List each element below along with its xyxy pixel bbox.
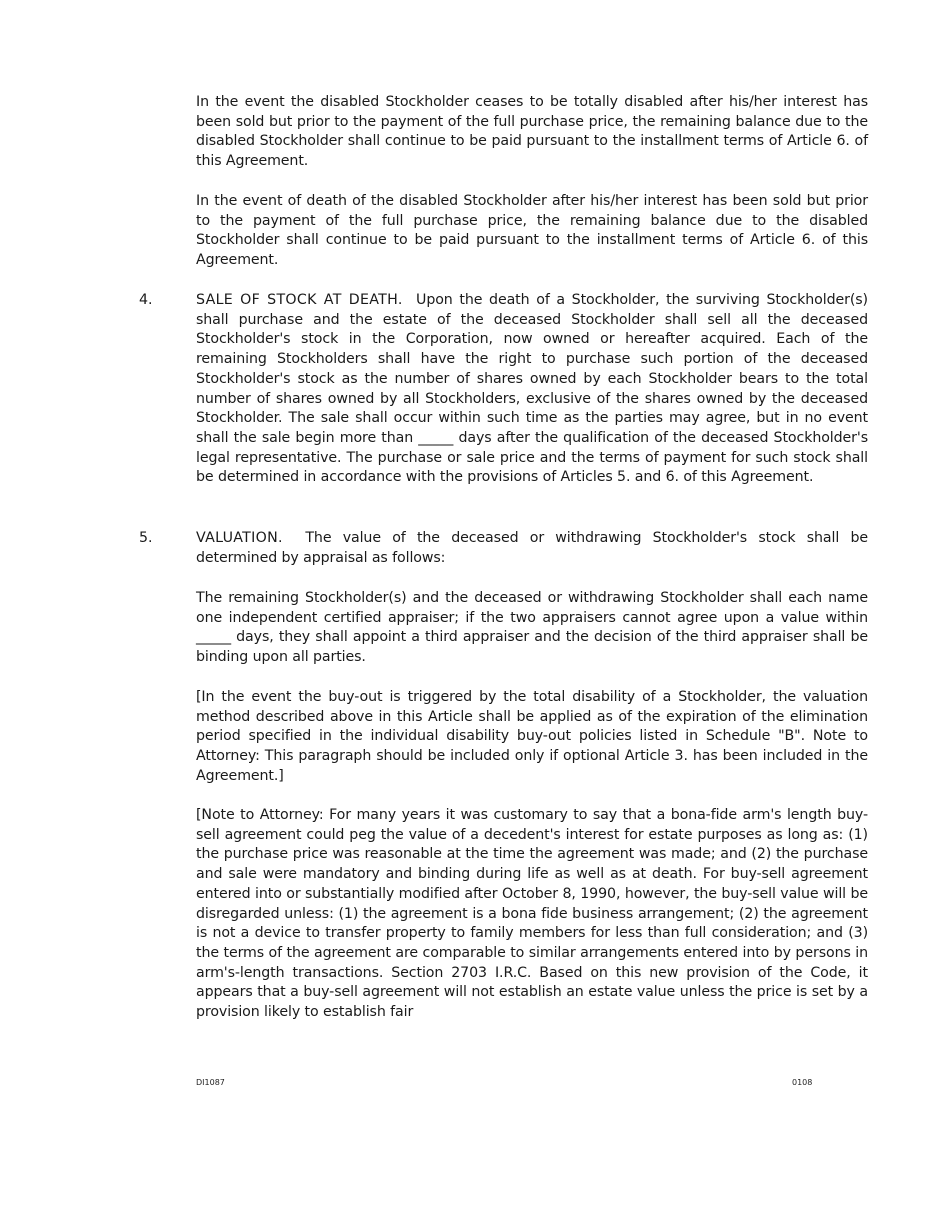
paragraph-disability-valuation-note: [In the event the buy-out is triggered by the total disability of a Stockholder, the valuation method described above in this Article shall be applied as of the expiration of the elimination period specified in the individual disability buy-out policies listed in Schedule "B". Note to Attorney: This paragraph should be included only if optional Article 3. has been included in the Agreement.] [196,689,868,784]
footer-form-code: DI1087 [196,1078,225,1087]
section-number-5: 5. [139,530,153,546]
section-5-heading: VALUATION. [196,530,283,546]
section-5-body: The value of the deceased or withdrawing Stockholder's stock shall be determined by appraisal as follows: [196,530,869,566]
paragraph-disability-cease: In the event the disabled Stockholder ceases to be totally disabled after his/her interest has been sold but prior to the payment of the full purchase price, the remaining balance due to the disabled Stockholder shall continue to be paid pursuant to the installment terms of Article 6. of this Agreement. [196,94,868,170]
section-number-4: 4. [139,292,153,308]
section-4-body: Upon the death of a Stockholder, the surviving Stockholder(s) shall purchase and the estate of the deceased Stockholder shall sell all the deceased Stockholder's stock in the Corporation, now owned or hereafter acquired. Each of the remaining Stockholders shall have the right to purchase such portion of the deceased Stockholder's stock as the number of shares owned by each Stockholder bears to the total number of shares owned by all Stockholders, exclusive of the shares owned by the deceased Stockholder. The sale shall occur within such time as the parties may agree, but in no event shall the sale begin more than _____ days after the qualification of the deceased Stockholder's legal representative. The purchase or sale price and the terms of payment for such stock shall be determined in accordance with the provisions of Articles 5. and 6. of this Agreement. [196,292,868,486]
paragraph-appraisers: The remaining Stockholder(s) and the deceased or withdrawing Stockholder shall each name one independent certified appraiser; if the two appraisers cannot agree upon a value within _____ days, they shall appoint a third appraiser and the decision of the third appraiser shall be binding upon all parties. [196,590,868,666]
section-4-heading: SALE OF STOCK AT DEATH. [196,292,403,308]
footer-revision-code: 0108 [792,1078,813,1087]
paragraph-disability-death: In the event of death of the disabled Stockholder after his/her interest has been sold but prior to the payment of the full purchase price, the remaining balance due to the disabled Stockholder shall continue to be paid pursuant to the installment terms of Article 6. of this Agreement. [196,193,868,269]
section-5-valuation [196,529,868,568]
paragraph-note-to-attorney: [Note to Attorney: For many years it was customary to say that a bona-fide arm's length buy-sell agreement could peg the value of a decedent's interest for estate purposes as long as: (1) the purchase price was reasonable at the time the agreement was made; and (2) the purchase and sale were mandatory and binding during life as well as at death. For buy-sell agreement entered into or substantially modified after October 8, 1990, however, the buy-sell value will be disregarded unless: (1) the agreement is a bona fide business arrangement; (2) the agreement is not a device to transfer property to family members for less than full consideration; and (3) the terms of the agreement are comparable to similar arrangements entered into by persons in arm's-length transactions. Section 2703 I.R.C. Based on this new provision of the Code, it appears that a buy-sell agreement will not establish an estate value unless the price is set by a provision likely to establish fair [196,807,868,1021]
section-4-sale-of-stock-at-death [196,291,868,488]
